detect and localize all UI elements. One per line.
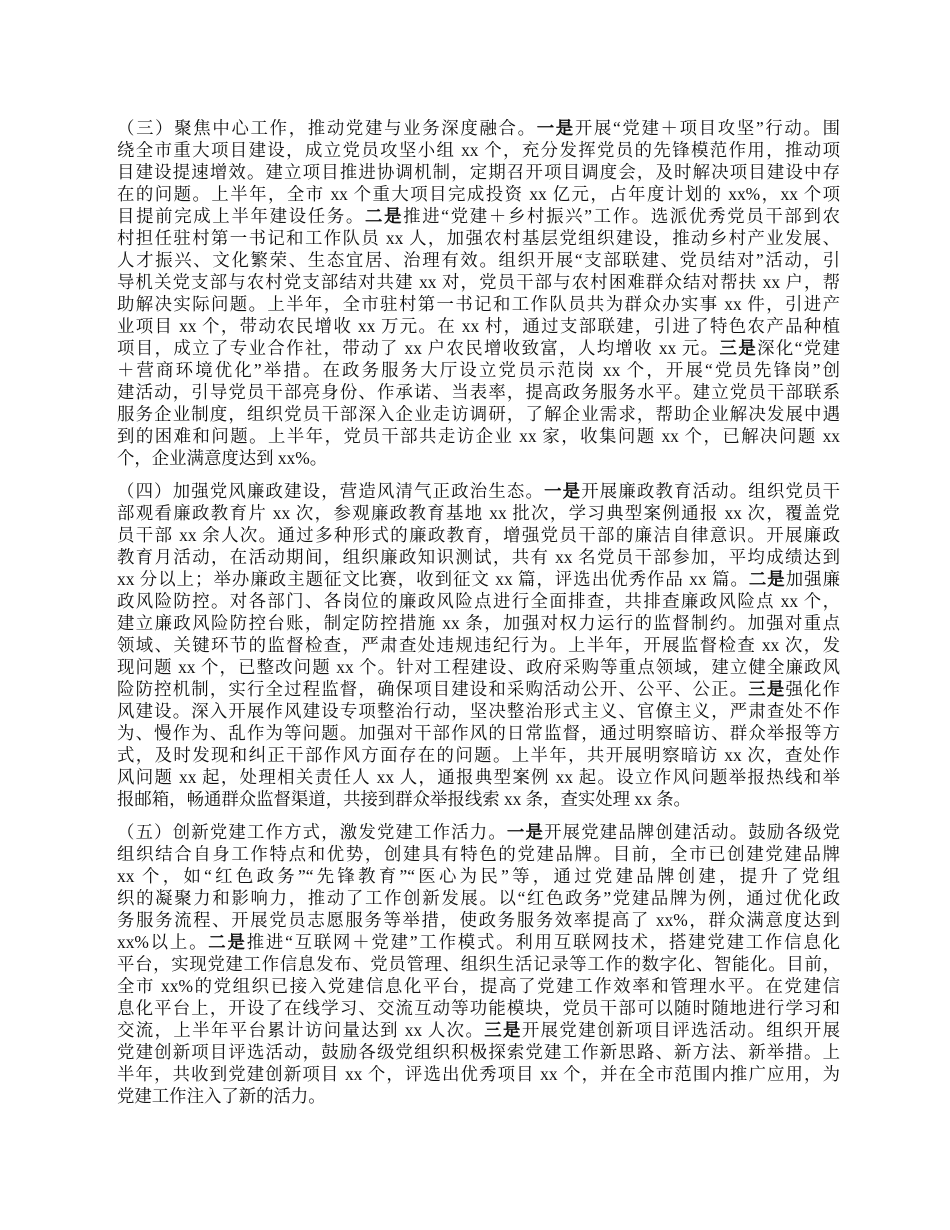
text-line [117, 953, 840, 975]
text-segment: 业项目 xx 个，带动农民增收 xx 万元。在 xx 村，通过支部联建，引进了特色农产品种植 [117, 316, 840, 336]
text-line [117, 975, 840, 997]
text-segment: 助解决实际问题。上半年，全市驻村第一书记和工作队员共为群众办实事 xx 件，引进产 [117, 294, 840, 314]
text-line [117, 1019, 840, 1041]
bold-lead: 三是 [719, 338, 758, 358]
text-segment: 全市 xx%的党组织已接入党建信息化平台，提高了党建工作效率和管理水平。在党建信 [117, 976, 840, 996]
text-segment: 息化平台上，开设了在线学习、交流互动等功能模块，党员干部可以随时随地进行学习和 [117, 998, 840, 1018]
text-line [117, 524, 840, 546]
text-line [117, 678, 840, 700]
text-line [117, 447, 840, 469]
text-segment: 服务企业制度，组织党员干部深入企业走访调研，了解企业需求，帮助企业解决发展中遇 [117, 404, 840, 424]
text-line [117, 656, 840, 678]
text-segment: 人才振兴、文化繁荣、生态宜居、治理有效。组织开展“支部联建、党员结对”活动，引 [117, 250, 840, 270]
text-line [117, 766, 840, 788]
text-line [117, 139, 840, 161]
text-segment: 目提前完成上半年建设任务。 [117, 206, 365, 226]
text-segment: 平台，实现党建工作信息发布、党员管理、组织生活记录等工作的数字化、智能化。目前， [117, 954, 840, 974]
text-line [117, 612, 840, 634]
text-segment: 在的问题。上半年，全市 xx 个重大项目完成投资 xx 亿元，占年度计划的 xx%，xx 个项 [117, 184, 840, 204]
text-line [117, 502, 840, 524]
text-line [117, 931, 840, 953]
bold-lead: 一是 [506, 822, 545, 842]
bold-lead: 二是 [748, 569, 786, 589]
paragraph [117, 117, 840, 469]
text-segment: 险防控机制，实行全过程监督，确保项目建设和采购活动公开、公平、公正。 [117, 679, 749, 699]
text-segment: 现问题 xx 个，已整改问题 xx 个。针对工程建设、政府采购等重点领域，建立健全廉政风 [117, 657, 840, 677]
bold-lead: 一是 [536, 118, 575, 138]
text-segment: 建活动，引导党员干部亮身份、作承诺、当表率，提高政务服务水平。建立党员干部联系 [117, 382, 840, 402]
text-segment: 为、慢作为、乱作为等问题。加强对干部作风的日常监督，通过明察暗访、群众举报等方 [117, 723, 840, 743]
text-segment: 式，及时发现和纠正干部作风方面存在的问题。上半年，共开展明察暗访 xx 次，查处作 [117, 745, 840, 765]
text-segment: 党建工作注入了新的活力。 [117, 1086, 326, 1106]
text-line [117, 788, 840, 810]
bold-lead: 一是 [544, 481, 582, 501]
text-line [117, 997, 840, 1019]
text-segment: 半年，共收到党建创新项目 xx 个，评选出优秀项目 xx 个，并在全市范围内推广应用，为 [117, 1064, 840, 1084]
text-segment: ＋营商环境优化”举措。在政务服务大厅设立党员示范岗 xx 个，开展“党员先锋岗”创 [117, 360, 840, 380]
text-segment: 部观看廉政教育片 xx 次，参观廉政教育基地 xx 批次，学习典型案例通报 xx 次，覆盖党 [117, 503, 840, 523]
text-segment: （五）创新党建工作方式，激发党建工作活力。 [117, 822, 507, 842]
text-segment: 政风险防控。对各部门、各岗位的廉政风险点进行全面排查，共排查廉政风险点 xx 个， [117, 591, 840, 611]
text-line [117, 744, 840, 766]
text-line [117, 1085, 840, 1107]
document-page [117, 117, 840, 1118]
text-segment: 组织结合自身工作特点和优势，创建具有特色的党建品牌。目前，全市已创建党建品牌 [117, 844, 840, 864]
text-line [117, 381, 840, 403]
text-line [117, 590, 840, 612]
text-line [117, 249, 840, 271]
text-segment: 强化作 [785, 679, 840, 699]
text-line [117, 821, 840, 843]
text-segment: 领域、关键环节的监督检查，严肃查处违规违纪行为。上半年，开展监督检查 xx 次，发 [117, 635, 840, 655]
text-segment: 深化“党建 [757, 338, 840, 358]
text-line [117, 161, 840, 183]
text-segment: 村担任驻村第一书记和工作队员 xx 人，加强农村基层党组织建设，推动乡村产业发展、 [117, 228, 840, 248]
text-segment: 开展“党建＋项目攻坚”行动。围 [574, 118, 840, 138]
text-line [117, 1041, 840, 1063]
text-line [117, 634, 840, 656]
text-segment: 开展廉政教育活动。组织党员干 [581, 481, 840, 501]
text-segment: （三）聚焦中心工作，推动党建与业务深度融合。 [117, 118, 537, 138]
text-line [117, 227, 840, 249]
text-line [117, 843, 840, 865]
bold-lead: 三是 [484, 1020, 522, 1040]
text-segment: （四）加强党风廉政建设，营造风清气正政治生态。 [117, 481, 545, 501]
text-line [117, 293, 840, 315]
text-segment: xx 分以上；举办廉政主题征文比赛，收到征文 xx 篇，评选出优秀作品 xx 篇。 [117, 569, 749, 589]
text-segment: 个，企业满意度达到 xx%。 [117, 448, 328, 468]
text-segment: 绕全市重大项目建设，成立党员攻坚小组 xx 个，充分发挥党员的先锋模范作用，推动项 [117, 140, 840, 160]
text-segment: 推进“党建＋乡村振兴”工作。选派优秀党员干部到农 [403, 206, 840, 226]
bold-lead: 二是 [208, 932, 247, 952]
text-segment: 加强廉 [785, 569, 840, 589]
text-line [117, 909, 840, 931]
text-line [117, 568, 840, 590]
text-line [117, 1063, 840, 1085]
bold-lead: 三是 [748, 679, 786, 699]
text-segment: 风建设。深入开展作风建设专项整治行动，坚决整治形式主义、官僚主义，严肃查处不作 [117, 701, 840, 721]
text-line [117, 403, 840, 425]
bold-lead: 二是 [365, 206, 404, 226]
text-segment: xx 个，如“红色政务”“先锋教育”“医心为民”等，通过党建品牌创建，提升了党组 [117, 866, 840, 886]
text-line [117, 117, 840, 139]
text-line [117, 315, 840, 337]
text-segment: 到的困难和问题。上半年，党员干部共走访企业 xx 家，收集问题 xx 个，已解决问题 xx [117, 426, 840, 446]
text-segment: 建立廉政风险防控台账，制定防控措施 xx 条，加强对权力运行的监督制约。加强对重点 [117, 613, 840, 633]
text-line [117, 480, 840, 502]
text-segment: 党建创新项目评选活动，鼓励各级党组织积极探索党建工作新思路、新方法、新举措。上 [117, 1042, 840, 1062]
text-segment: 教育月活动，在活动期间，组织廉政知识测试，共有 xx 名党员干部参加，平均成绩达到 [117, 547, 840, 567]
text-segment: 导机关党支部与农村党支部结对共建 xx 对，党员干部与农村困难群众结对帮扶 xx 户，帮 [117, 272, 840, 292]
text-segment: 员干部 xx 余人次。通过多种形式的廉政教育，增强党员干部的廉洁自律意识。开展廉政 [117, 525, 840, 545]
paragraph [117, 821, 840, 1107]
text-line [117, 700, 840, 722]
text-segment: 风问题 xx 起，处理相关责任人 xx 人，通报典型案例 xx 起。设立作风问题举报热线和举 [117, 767, 840, 787]
text-line [117, 271, 840, 293]
text-segment: 报邮箱，畅通群众监督渠道，共接到群众举报线索 xx 条，查实处理 xx 条。 [117, 789, 691, 809]
text-segment: 开展党建品牌创建活动。鼓励各级党 [544, 822, 840, 842]
text-line [117, 865, 840, 887]
text-segment: 务服务流程、开展党员志愿服务等举措，使政务服务效率提高了 xx%，群众满意度达到 [117, 910, 840, 930]
text-segment: 项目，成立了专业合作社，带动了 xx 户农民增收致富，人均增收 xx 元。 [117, 338, 720, 358]
paragraph [117, 480, 840, 810]
text-line [117, 887, 840, 909]
text-segment: 交流，上半年平台累计访问量达到 xx 人次。 [117, 1020, 485, 1040]
text-line [117, 546, 840, 568]
text-segment: xx%以上。 [117, 932, 209, 952]
text-segment: 目建设提速增效。建立项目推进协调机制，定期召开项目调度会，及时解决项目建设中存 [117, 162, 840, 182]
text-line [117, 425, 840, 447]
text-segment: 开展党建创新项目评选活动。组织开展 [521, 1020, 840, 1040]
text-segment: 织的凝聚力和影响力，推动了工作创新发展。以“红色政务”党建品牌为例，通过优化政 [117, 888, 840, 908]
text-line [117, 183, 840, 205]
text-line [117, 205, 840, 227]
text-segment: 推进“互联网＋党建”工作模式。利用互联网技术，搭建党建工作信息化 [246, 932, 840, 952]
text-line [117, 722, 840, 744]
text-line [117, 337, 840, 359]
text-line [117, 359, 840, 381]
